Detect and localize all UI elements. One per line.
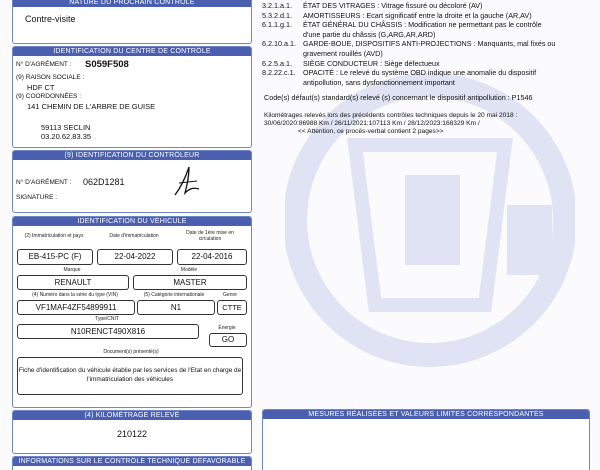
date-circ-label-text: Date de 1ère mise en circulation bbox=[186, 230, 234, 242]
antipollution-code-line: Code(s) défaut(s) standard(s) relevé (s) concernant le dispositif antipollution : P1546 bbox=[264, 93, 533, 102]
inspector-agrement-value: 062D1281 bbox=[83, 177, 125, 187]
defect-line bbox=[262, 68, 536, 77]
defect-text: OPACITÉ : Le relevé du système OBD indique une anomalie du dispositif bbox=[303, 68, 537, 78]
inspector-header: (9) IDENTIFICATION DU CONTRÔLEUR bbox=[13, 151, 251, 160]
defect-text: ÉTAT DES VITRAGES : Vitrage fissuré ou décoloré (AV) bbox=[303, 1, 483, 10]
defect-line bbox=[262, 30, 435, 39]
inspector-panel bbox=[12, 150, 252, 213]
center-header: IDENTIFICATION DU CENTRE DE CONTRÔLE bbox=[13, 47, 251, 56]
center-city: 59113 SECLIN bbox=[41, 123, 91, 132]
immat-value: EB-415-PC (F) bbox=[17, 249, 93, 265]
defect-code: 6.2.10.a.1. bbox=[262, 39, 296, 49]
marque-label: Marque bbox=[63, 267, 81, 273]
date-immat-value: 22-04-2022 bbox=[97, 249, 173, 265]
defect-code: 5.3.2.d.1. bbox=[262, 10, 292, 20]
inspector-signature-label: SIGNATURE : bbox=[16, 194, 58, 201]
next-inspection-value: Contre-visite bbox=[25, 14, 76, 24]
genre-value: CTTE bbox=[217, 300, 247, 315]
information-panel bbox=[12, 456, 252, 470]
date-circ-label bbox=[175, 230, 245, 242]
measures-panel bbox=[262, 409, 590, 470]
defect-line bbox=[262, 20, 542, 29]
marque-value: RENAULT bbox=[17, 275, 129, 290]
defect-text: SIÈGE CONDUCTEUR : Siège défectueux bbox=[303, 58, 440, 68]
watermark-emblem bbox=[285, 55, 575, 385]
center-address: 141 CHEMIN DE L'ARBRE DE GUISE bbox=[27, 102, 156, 111]
defect-text: d'une partie du châssis (G,ARG,AR,ARD) bbox=[303, 29, 436, 39]
signature-mark bbox=[171, 163, 203, 199]
energie-label: Énergie bbox=[218, 325, 236, 331]
defect-text: ÉTAT GÉNÉRAL DU CHÂSSIS : Modification ne permettant pas le contrôle bbox=[303, 20, 542, 30]
next-inspection-header: NATURE DU PROCHAIN CONTRÔLE bbox=[13, 0, 251, 7]
vin-value: VF1MAF4ZF54899911 bbox=[17, 300, 135, 315]
cat-value: N1 bbox=[137, 300, 215, 315]
center-panel bbox=[12, 46, 252, 148]
mileage-header: (4) KILOMÉTRAGE RELEVÉ bbox=[13, 411, 251, 420]
defect-code: 6.2.5.a.1. bbox=[262, 58, 292, 68]
energie-value: GO bbox=[209, 333, 247, 347]
type-value: N10RENCT490X816 bbox=[17, 324, 199, 339]
modele-label: Modèle bbox=[180, 267, 198, 273]
defect-line bbox=[262, 39, 555, 48]
defect-text: GARDE-BOUE, DISPOSITIFS ANTI-PROJECTIONS : Manquants, mal fixés ou bbox=[303, 39, 556, 49]
modele-value: MASTER bbox=[133, 275, 247, 290]
type-label: Type/CNIT bbox=[95, 316, 119, 322]
mileage-panel bbox=[12, 410, 252, 454]
docs-value bbox=[17, 357, 243, 395]
next-inspection-panel bbox=[12, 0, 252, 44]
measures-header: MESURES RÉALISÉES ET VALEURS LIMITES CORRESPONDANTES bbox=[263, 410, 589, 419]
mileage-value: 210122 bbox=[117, 429, 148, 439]
center-agrement-value: S059F508 bbox=[85, 59, 129, 70]
vehicle-header: IDENTIFICATION DU VÉHICULE bbox=[13, 217, 251, 226]
defect-line bbox=[262, 59, 440, 68]
information-header: INFORMATIONS SUR LE CONTRÔLE TECHNIQUE DÉFAVORABLE bbox=[13, 457, 251, 466]
vin-label: (4) Numéro dans la série du type (VIN) bbox=[32, 292, 118, 298]
defect-line bbox=[262, 11, 532, 20]
defect-code: 6.1.1.g.1. bbox=[262, 20, 292, 30]
date-immat-label: Date d'immatriculation bbox=[109, 233, 159, 239]
docs-label: Document(s) présenté(s) bbox=[103, 349, 159, 355]
genre-label: Genre bbox=[223, 292, 237, 298]
history-line-1: Kilométrages relevés lors des précédents contrôles techniques depuis le 20 mai 2018 : bbox=[264, 112, 518, 119]
inspector-agrement-label: N° D'AGRÉMENT : bbox=[16, 179, 72, 186]
defect-line bbox=[262, 1, 482, 10]
center-raison-label: (9) RAISON SOCIALE : bbox=[16, 74, 85, 81]
history-line-3: << Attention, ce procès-verbal contient 2 pages>> bbox=[298, 128, 444, 135]
defect-text: gravement rouillés (AVD) bbox=[303, 49, 383, 58]
immat-label: (2) Immatriculation et pays bbox=[24, 233, 84, 239]
defect-text: AMORTISSEURS : Ecart significatif entre la droite et la gauche (AR,AV) bbox=[303, 10, 532, 20]
center-phone: 03.20.62.83.35 bbox=[41, 132, 92, 141]
docs-value-text: Fiche d'identification du véhicule établie par les services de l'Etat en charge de l'immatriculation des véhicules bbox=[18, 367, 242, 383]
defect-code: 3.2.1.a.1. bbox=[262, 1, 292, 10]
date-circ-value: 22-04-2016 bbox=[177, 249, 247, 265]
history-line-2: 30/06/2020:86988 Km / 26/11/2021:107113 Km / 28/12/2023:168329 Km / bbox=[264, 120, 480, 127]
center-coord-label: (9) COORDONNÉES : bbox=[16, 93, 82, 100]
defect-line bbox=[262, 78, 455, 87]
cat-label: (5) Catégorie internationale bbox=[143, 292, 205, 298]
defect-line bbox=[262, 49, 383, 58]
center-raison-value: HDF CT bbox=[27, 83, 55, 92]
vehicle-panel bbox=[12, 216, 252, 408]
defect-code: 8.2.22.c.1. bbox=[262, 68, 296, 78]
center-agrement-label: N° D'AGRÉMENT : bbox=[16, 61, 72, 68]
defect-text: antipollution, sans dysfonctionnement important bbox=[303, 77, 455, 87]
